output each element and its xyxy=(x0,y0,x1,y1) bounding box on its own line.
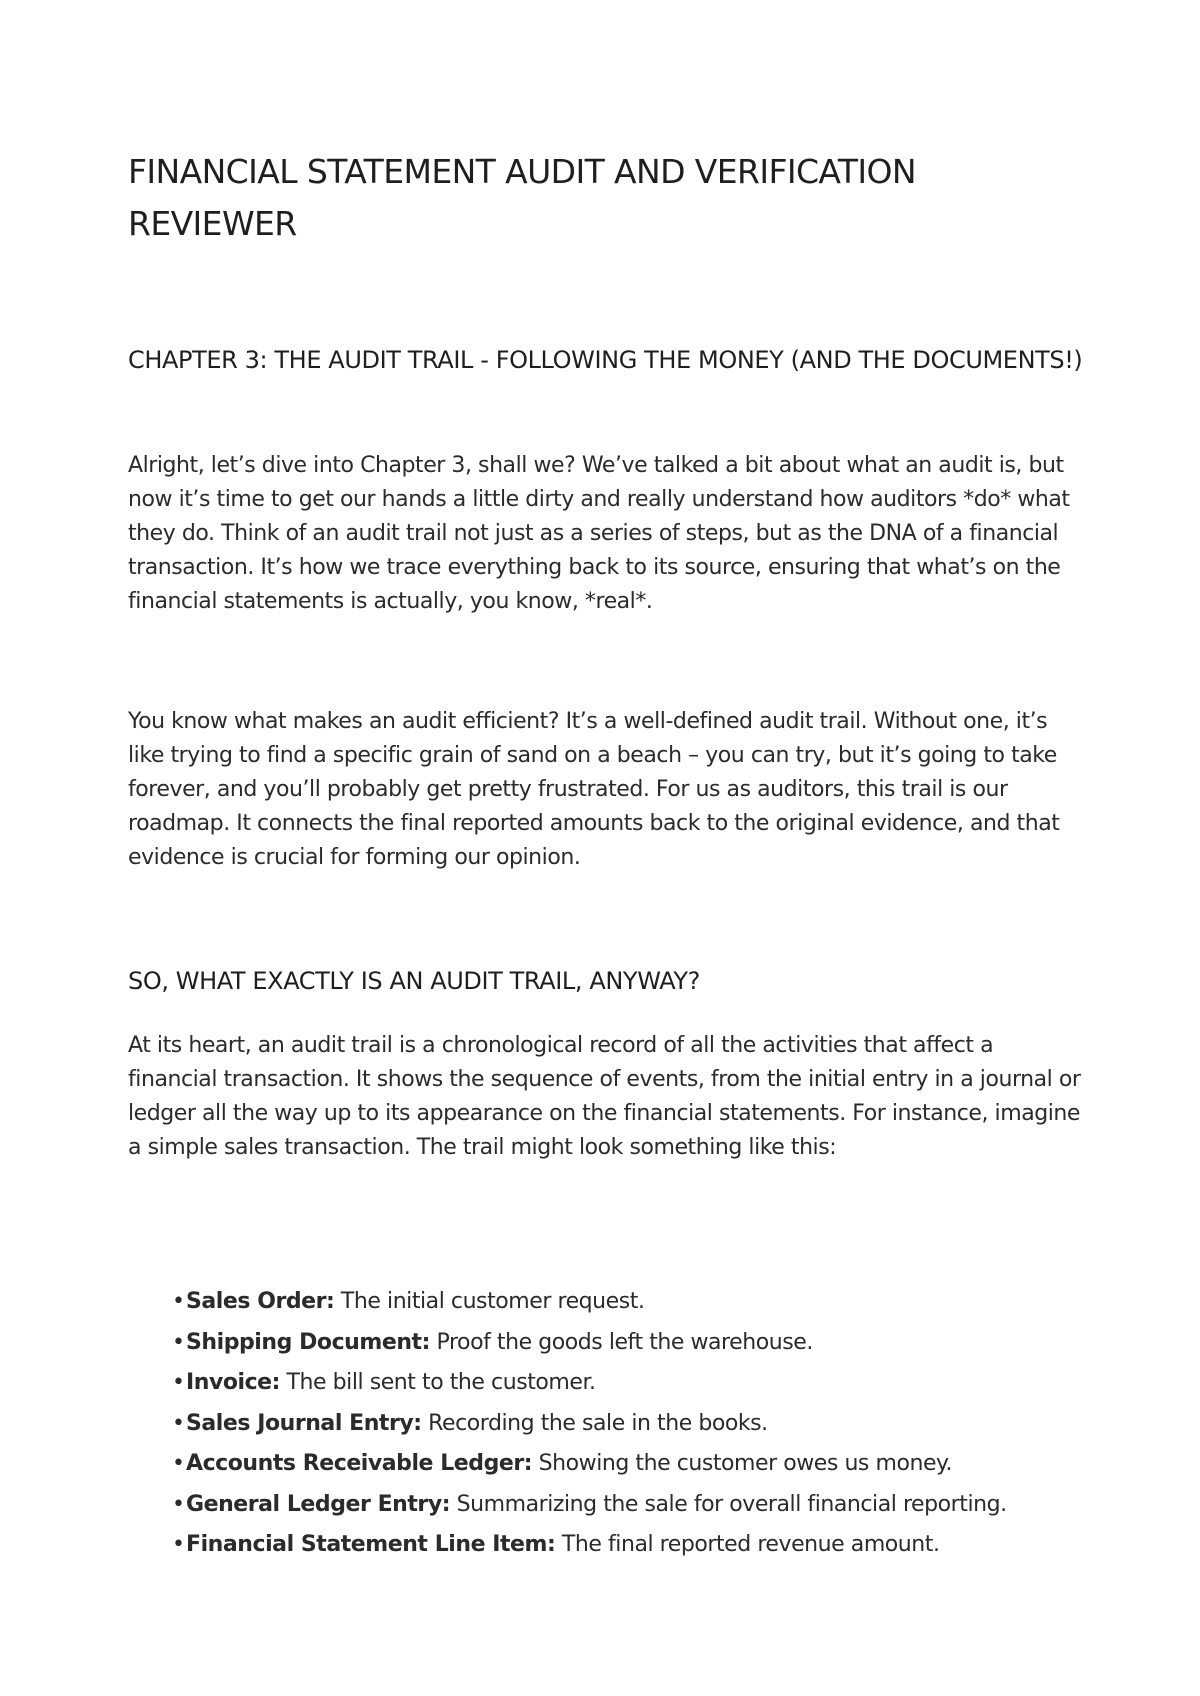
list-item-text: Summarizing the sale for overall financial reporting. xyxy=(450,1491,1007,1517)
list-item-term: Sales Journal Entry: xyxy=(186,1410,422,1436)
bullet-icon: • xyxy=(172,1491,185,1517)
list-item-term: Financial Statement Line Item: xyxy=(186,1532,556,1557)
chapter-title: CHAPTER 3: THE AUDIT TRAIL - FOLLOWING THE MONEY (AND THE DOCUMENTS!) xyxy=(128,346,1083,374)
list-item-term: Shipping Document: xyxy=(186,1329,430,1355)
intro-paragraph: Alright, let’s dive into Chapter 3, shall we? We’ve talked a bit about what an audit is, but now it’s time to get our hands a little dirty and really understand how auditors *do* what they do. Think of an audit trail not just as a series of steps, but as the DNA of a financial transaction. It’s how we trace everything back to its source, ensuring that what’s on the financial statements is actually, you know, *real*. xyxy=(128,453,1070,614)
document-title: FINANCIAL STATEMENT AUDIT AND VERIFICATION REVIEWER xyxy=(128,152,916,243)
bullet-icon: • xyxy=(172,1410,185,1436)
list-item xyxy=(172,1363,1092,1404)
list-item-term: Sales Order: xyxy=(186,1289,335,1314)
list-item xyxy=(172,1323,1092,1364)
list-item-text: The initial customer request. xyxy=(334,1289,645,1314)
bullet-icon: • xyxy=(172,1289,185,1314)
bullet-icon: • xyxy=(172,1329,185,1355)
efficiency-paragraph: You know what makes an audit efficient? It’s a well-defined audit trail. Without one, it’s like trying to find a specific grain of sand on a beach – you can try, but it’s going to take forever, and you’ll probably get pretty frustrated. For us as auditors, this trail is our roadmap. It connects the final reported amounts back to the original evidence, and that evidence is crucial for forming our opinion. xyxy=(128,709,1060,870)
list-item-text: The final reported revenue amount. xyxy=(555,1532,940,1557)
list-item xyxy=(172,1485,1092,1526)
bullet-icon: • xyxy=(172,1532,185,1557)
bullet-icon: • xyxy=(172,1370,185,1395)
list-item-text: The bill sent to the customer. xyxy=(280,1370,596,1395)
list-item xyxy=(172,1444,1092,1485)
list-item xyxy=(172,1404,1092,1445)
list-item xyxy=(172,1282,1092,1323)
list-item-term: Invoice: xyxy=(186,1370,281,1395)
list-item-term: General Ledger Entry: xyxy=(186,1491,451,1517)
audit-trail-list xyxy=(172,1282,1092,1566)
definition-paragraph: At its heart, an audit trail is a chronological record of all the activities that affect a financial transaction. It shows the sequence of events, from the initial entry in a journal or ledger all the way up to its appearance on the financial statements. For instance, imagine a simple sales transaction. The trail might look something like this: xyxy=(128,1033,1081,1160)
bullet-icon: • xyxy=(172,1451,185,1476)
list-item-text: Showing the customer owes us money. xyxy=(532,1451,953,1476)
list-item-text: Recording the sale in the books. xyxy=(421,1410,768,1436)
list-item xyxy=(172,1525,1092,1566)
list-item-term: Accounts Receivable Ledger: xyxy=(186,1451,533,1476)
section-heading: SO, WHAT EXACTLY IS AN AUDIT TRAIL, ANYWAY? xyxy=(128,967,700,995)
list-item-text: Proof the goods left the warehouse. xyxy=(429,1329,813,1355)
